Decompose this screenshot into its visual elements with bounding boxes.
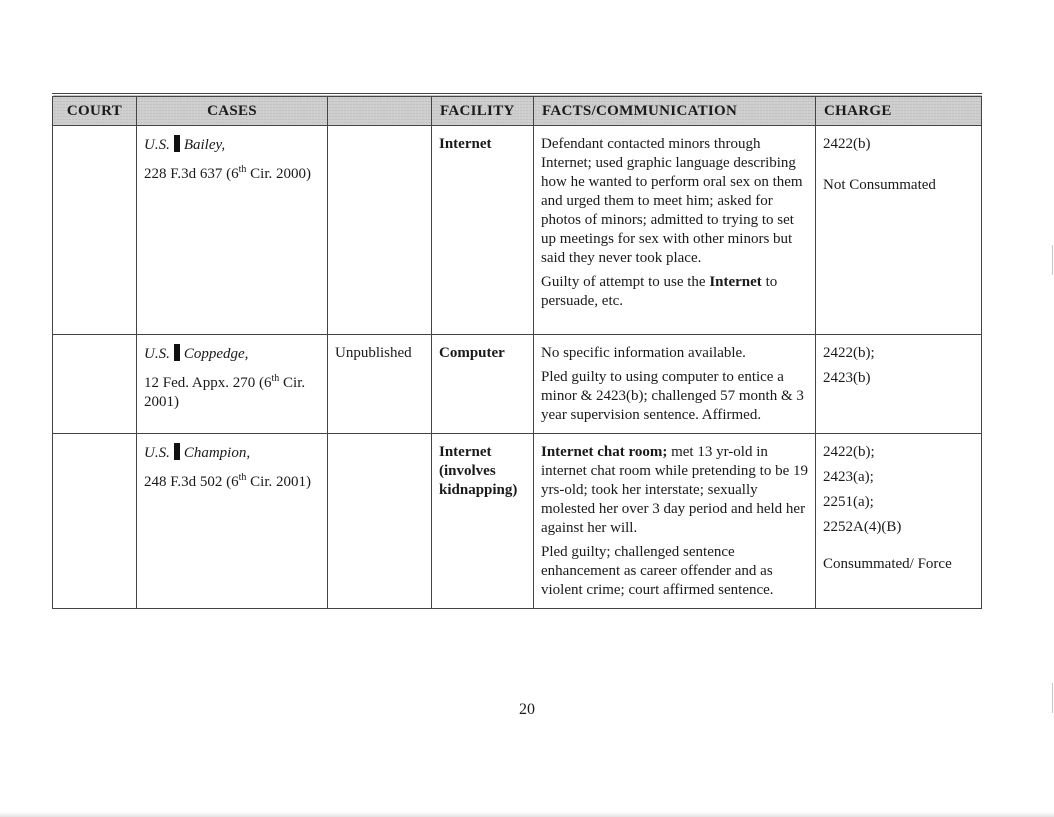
facts-paragraph: Pled guilty to using computer to entice a minor & 2423(b); challenged 57 month & 3 year supervision sentence. Affirmed. bbox=[541, 369, 804, 423]
table-row bbox=[53, 335, 982, 434]
case-name: Bailey, bbox=[183, 137, 226, 153]
redaction-mark bbox=[174, 344, 180, 361]
facts-paragraph: Pled guilty; challenged sentence enhancement as career offender and as violent crime; court affirmed sentence. bbox=[541, 544, 774, 598]
scan-edge-mark bbox=[1052, 683, 1053, 713]
case-name: Coppedge, bbox=[183, 346, 249, 362]
charge-cell bbox=[816, 434, 982, 609]
case-prefix: U.S. bbox=[144, 137, 170, 153]
page-number: 20 bbox=[519, 701, 535, 718]
column-header-cases: CASES bbox=[137, 95, 328, 126]
column-header-court: COURT bbox=[53, 95, 137, 126]
facts-cell bbox=[534, 434, 816, 609]
charge-outcome: Consummated/ Force bbox=[823, 556, 952, 572]
charge-outcome: Not Consummated bbox=[823, 177, 936, 193]
table-header-row bbox=[53, 95, 982, 126]
charge-statute: 2423(a); bbox=[823, 469, 874, 485]
charge-statute: 2422(b); bbox=[823, 444, 875, 460]
court-cell bbox=[53, 335, 137, 434]
table-row bbox=[53, 126, 982, 335]
column-header-blank bbox=[328, 95, 432, 126]
case-prefix: U.S. bbox=[144, 346, 170, 362]
scan-edge-mark bbox=[1052, 245, 1053, 275]
charge-statute: 2251(a); bbox=[823, 494, 874, 510]
facts-paragraph: Guilty of attempt to use the Internet to persuade, etc. bbox=[541, 274, 778, 309]
charge-statute: 2423(b) bbox=[823, 370, 871, 386]
case-cell bbox=[137, 335, 328, 434]
case-table bbox=[52, 93, 982, 609]
case-name: Champion, bbox=[183, 445, 251, 461]
publication-cell bbox=[328, 434, 432, 609]
court-cell bbox=[53, 126, 137, 335]
charge-statute: 2422(b); bbox=[823, 345, 875, 361]
case-name-line bbox=[144, 135, 320, 155]
facts-cell bbox=[534, 335, 816, 434]
case-name-line bbox=[144, 443, 320, 463]
case-cell bbox=[137, 434, 328, 609]
facts-paragraph: No specific information available. bbox=[541, 345, 746, 361]
redaction-mark bbox=[174, 443, 180, 460]
scan-bottom-edge bbox=[0, 812, 1054, 817]
charge-statute: 2252A(4)(B) bbox=[823, 519, 902, 535]
facility-cell: Computer bbox=[432, 335, 534, 434]
redaction-mark bbox=[174, 135, 180, 152]
case-name-line bbox=[144, 344, 320, 364]
case-citation: 228 F.3d 637 (6th Cir. 2000) bbox=[144, 164, 312, 182]
facility-cell: Internet bbox=[432, 126, 534, 335]
facts-paragraph: Internet chat room; met 13 yr-old in internet chat room while pretending to be 19 yrs-old; took her interstate; sexually molested her over 3 day period and held her against her will. bbox=[541, 444, 809, 536]
case-citation: 12 Fed. Appx. 270 (6th Cir. 2001) bbox=[144, 373, 306, 410]
column-header-charge: CHARGE bbox=[816, 95, 982, 126]
publication-cell bbox=[328, 126, 432, 335]
case-cell bbox=[137, 126, 328, 335]
charge-statute: 2422(b) bbox=[823, 136, 871, 152]
charge-cell bbox=[816, 335, 982, 434]
case-prefix: U.S. bbox=[144, 445, 170, 461]
facts-cell bbox=[534, 126, 816, 335]
case-citation: 248 F.3d 502 (6th Cir. 2001) bbox=[144, 472, 312, 490]
court-cell bbox=[53, 434, 137, 609]
facts-paragraph: Defendant contacted minors through Internet; used graphic language describing how he wanted to perform oral sex on them and urged them to meet him; asked for photos of minors; admitted to trying to set up meetings for sex with other minors but said they never took place. bbox=[541, 136, 803, 266]
column-header-facility: FACILITY bbox=[432, 95, 534, 126]
charge-cell bbox=[816, 126, 982, 335]
facility-cell: Internet (involves kidnapping) bbox=[432, 434, 534, 609]
table-row bbox=[53, 434, 982, 609]
publication-cell: Unpublished bbox=[328, 335, 432, 434]
column-header-facts: FACTS/COMMUNICATION bbox=[534, 95, 816, 126]
